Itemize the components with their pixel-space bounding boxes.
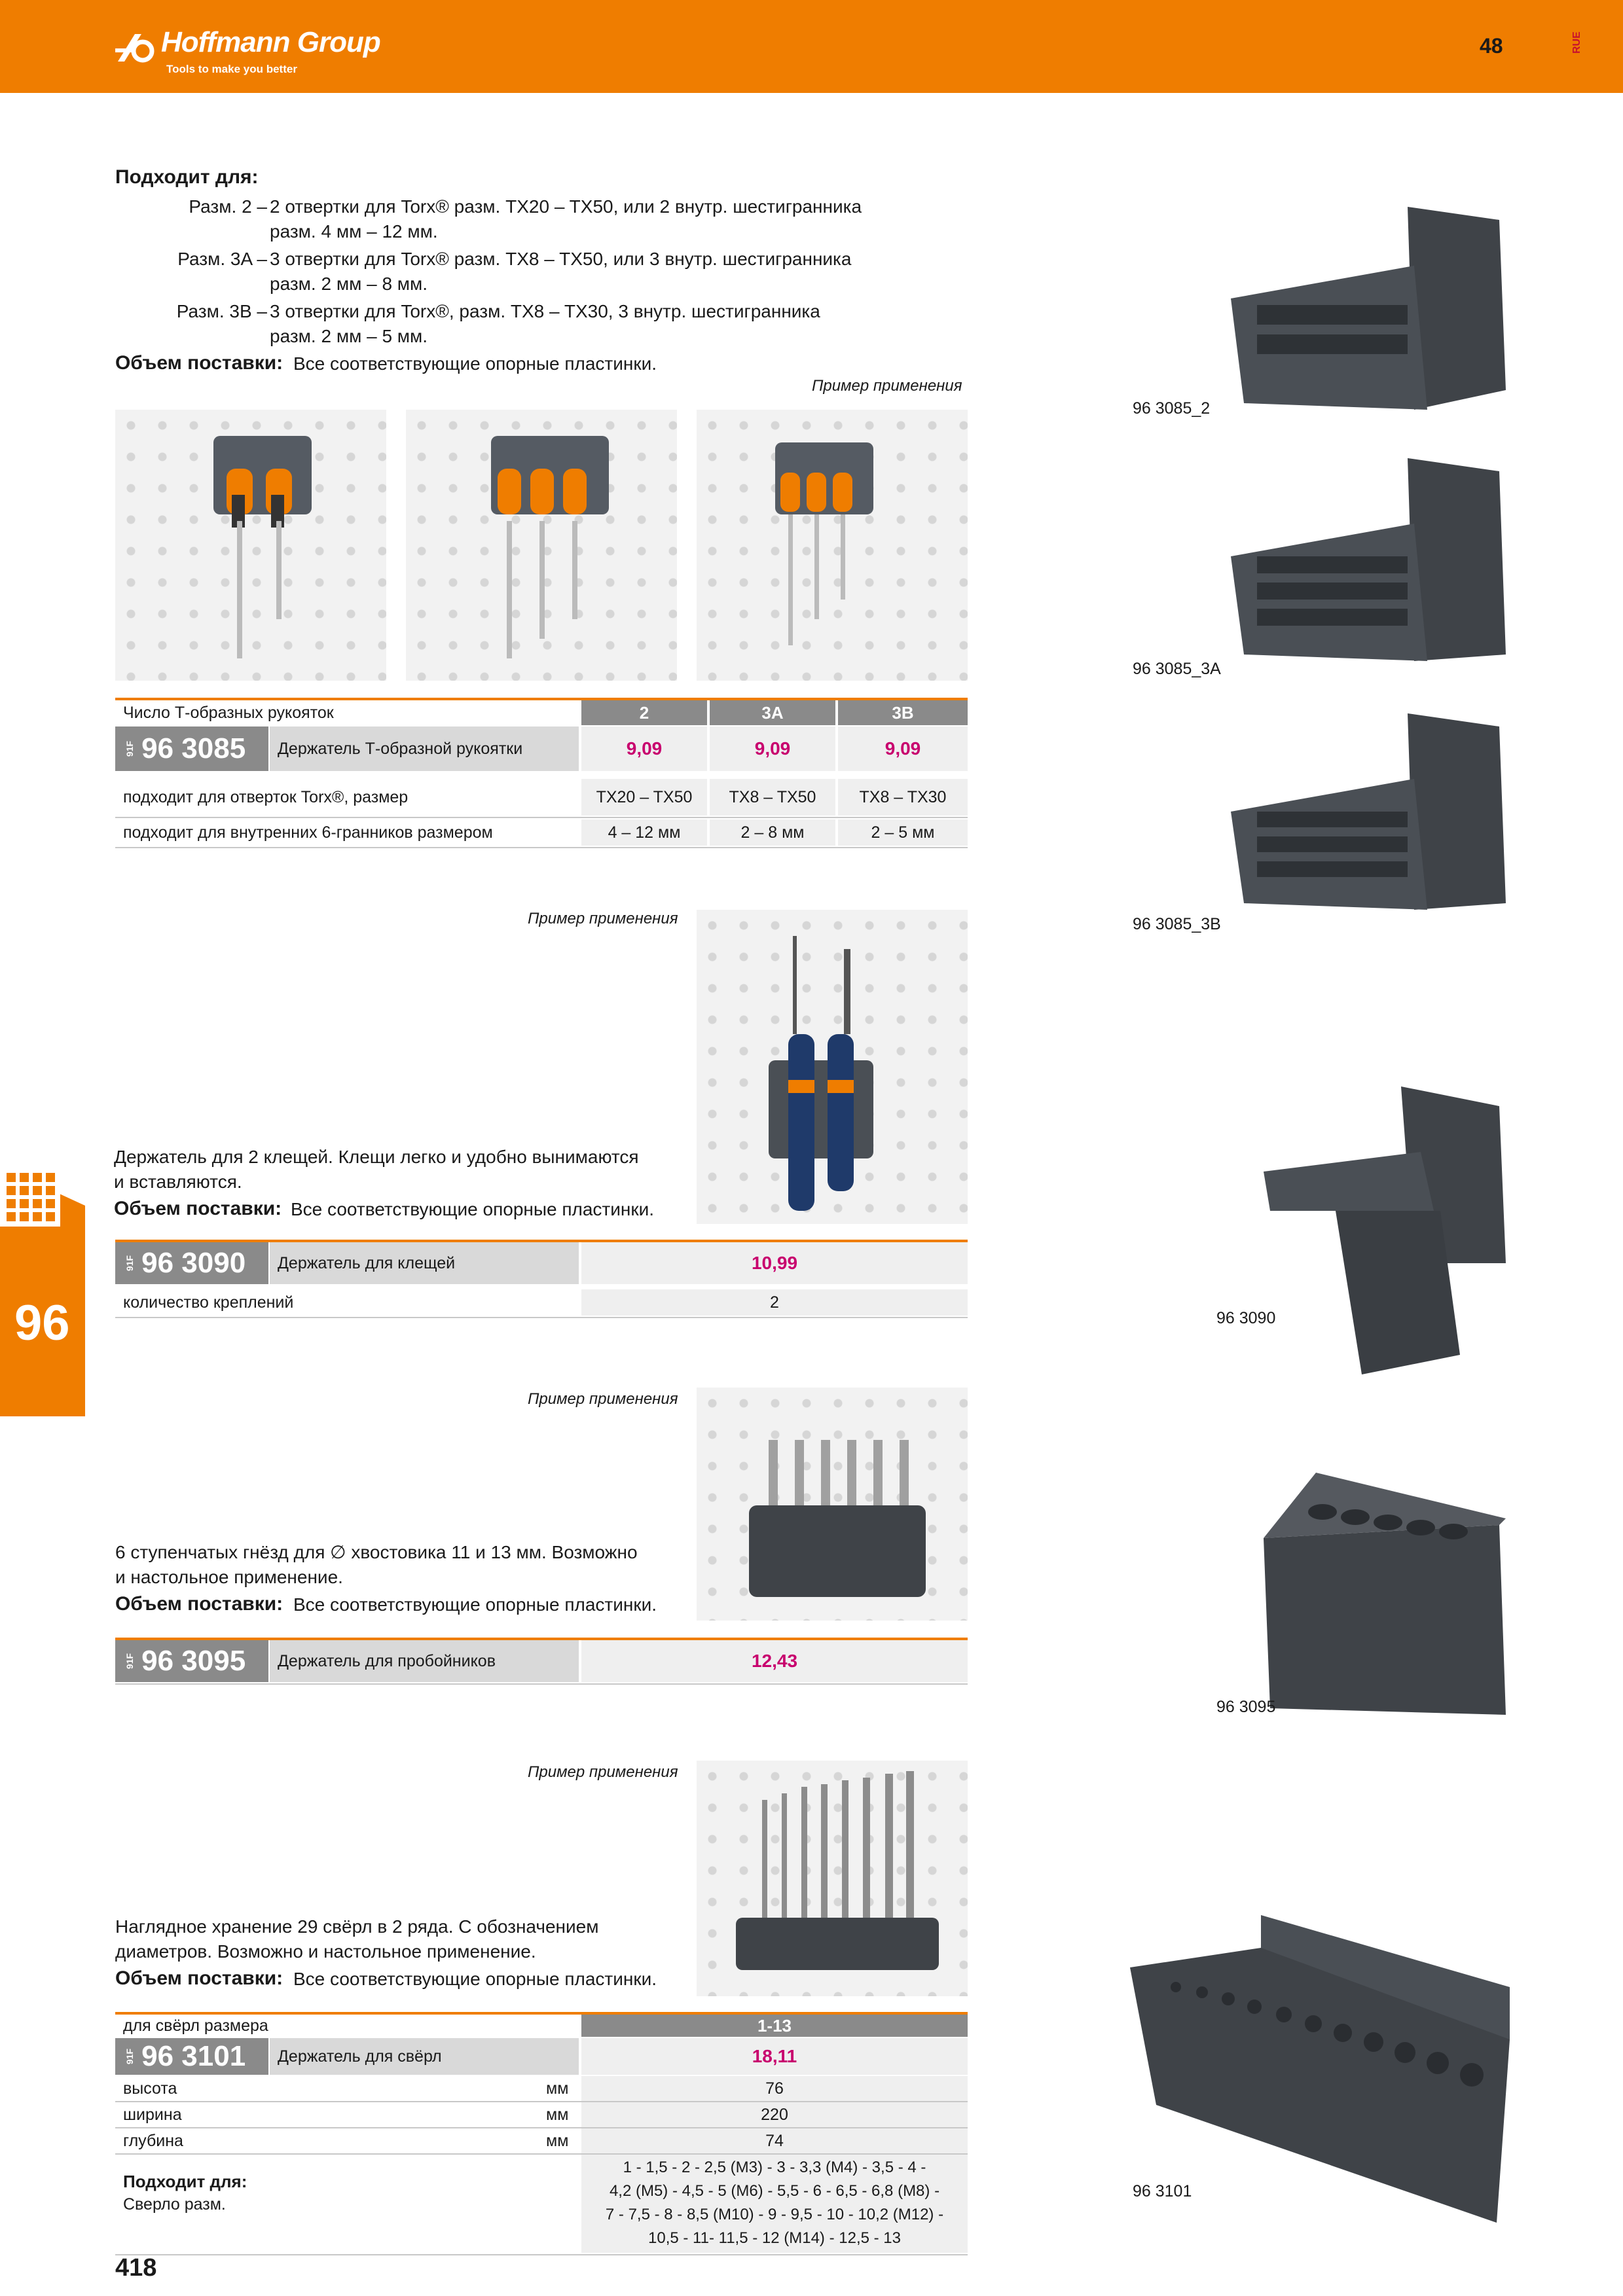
article-number-963090 bbox=[115, 1242, 268, 1284]
dim-height-unit: мм bbox=[546, 2079, 569, 2098]
punch-holder-illustration bbox=[697, 1388, 968, 1621]
drill-size-header-value: 1-13 bbox=[581, 2015, 968, 2037]
punches-description-line2: и настольное применение. bbox=[115, 1567, 343, 1587]
dim-height-value: 76 bbox=[581, 2076, 968, 2101]
size-text-3b-line1: 3 отвертки для Torx®, разм. TX8 – TX30, 3 внутр. шестигранника bbox=[270, 301, 820, 321]
example-caption-drills: Пример применения bbox=[528, 1763, 678, 1781]
t-handle-holder-3b-illustration bbox=[697, 410, 968, 681]
row-separator bbox=[115, 1683, 968, 1685]
table-header-label: Число Т-образных рукояток bbox=[123, 703, 334, 722]
row-hex-label: подходит для внутренних 6-гранников размером bbox=[123, 823, 493, 842]
product-caption-963085-3a bbox=[1133, 660, 1221, 679]
table-col-3b: 3B bbox=[838, 700, 968, 725]
pliers-description-line1: Держатель для 2 клещей. Клещи легко и удобно вынимаются bbox=[114, 1147, 639, 1167]
drills-supply-text: Все соответствующие опорные пластинки. bbox=[293, 1969, 657, 1989]
product-caption-963085-2 bbox=[1133, 399, 1210, 418]
size-label-3b: Разм. 3B – bbox=[176, 301, 267, 321]
drill-sizes-line2: 4,2 (M5) - 4,5 - 5 (M6) - 5,5 - 6 - 6,5 - 6,8 (M8) - bbox=[609, 2182, 940, 2200]
mounts-value: 2 bbox=[581, 1289, 968, 1316]
table-col-2: 2 bbox=[581, 700, 707, 725]
drill-fits-label: Подходит для: bbox=[123, 2172, 247, 2191]
dim-width-unit: мм bbox=[546, 2105, 569, 2124]
dim-width-value: 220 bbox=[581, 2102, 968, 2127]
drill-sizes-line1: 1 - 1,5 - 2 - 2,5 (M3) - 3 - 3,3 (M4) - 3,5 - 4 - bbox=[623, 2159, 926, 2176]
row-torx-size-2: TX20 – TX50 bbox=[581, 779, 707, 816]
size-text-2-line1: 2 отвертки для Torx® разм. TX20 – TX50, или 2 внутр. шестигранника bbox=[270, 196, 862, 217]
row-hex-size-3a: 2 – 8 мм bbox=[710, 819, 835, 846]
drill-sizes-line3: 7 - 7,5 - 8 - 8,5 (M10) - 9 - 9,5 - 10 - 10,2 (M12) - bbox=[605, 2206, 944, 2223]
row-hex-size-2: 4 – 12 мм bbox=[581, 819, 707, 846]
drills-supply-label: Объем поставки: bbox=[115, 1967, 283, 1989]
language-code: RUE bbox=[1571, 31, 1582, 54]
dim-width-label: ширина bbox=[123, 2105, 182, 2124]
product-image-963085-3b bbox=[1231, 707, 1512, 916]
size-text-3b-line2: разм. 2 мм – 5 мм. bbox=[270, 326, 428, 346]
dim-depth-unit: мм bbox=[546, 2131, 569, 2150]
price-group: 91F bbox=[124, 2048, 136, 2065]
chapter-tab bbox=[0, 1166, 85, 1416]
row-separator bbox=[115, 1317, 968, 1318]
size-text-2-line2: разм. 4 мм – 12 мм. bbox=[270, 221, 438, 242]
holder-3b-product-illustration bbox=[1231, 707, 1512, 916]
article-number-963095 bbox=[115, 1640, 268, 1682]
product-caption-963101 bbox=[1133, 2182, 1192, 2201]
application-photo-pliers bbox=[697, 910, 968, 1224]
application-photo-drills bbox=[697, 1761, 968, 1996]
article-name: Держатель для свёрл bbox=[270, 2038, 579, 2075]
row-separator bbox=[115, 2254, 968, 2255]
product-caption-963095 bbox=[1216, 1698, 1275, 1717]
fits-heading: Подходит для: bbox=[115, 166, 259, 188]
caption-text: 96 3085_3A bbox=[1133, 660, 1221, 678]
application-photo-punches bbox=[697, 1388, 968, 1621]
article-number-963101 bbox=[115, 2038, 268, 2075]
pliers-supply-text: Все соответствующие опорные пластинки. bbox=[291, 1199, 655, 1219]
row-torx-label: подходит для отверток Torx®, размер bbox=[123, 787, 409, 806]
row-hex-size-3b: 2 – 5 мм bbox=[838, 819, 968, 846]
holder-3a-product-illustration bbox=[1231, 452, 1512, 668]
pliers-description-line2: и вставляются. bbox=[114, 1172, 242, 1192]
drill-holder-illustration bbox=[697, 1761, 968, 1996]
article-number-text: 96 3095 bbox=[141, 1645, 246, 1677]
drill-sizes-cell bbox=[581, 2155, 968, 2253]
caption-text: 96 3090 bbox=[1216, 1309, 1276, 1327]
punches-supply-label: Объем поставки: bbox=[115, 1593, 283, 1615]
product-caption-963085-3b bbox=[1133, 915, 1221, 934]
caption-text: 96 3085_2 bbox=[1133, 399, 1211, 418]
pliers-holder-illustration bbox=[697, 910, 968, 1224]
drills-description-line2: диаметров. Возможно и настольное применение. bbox=[115, 1941, 536, 1962]
row-torx-size-3a: TX8 – TX50 bbox=[710, 779, 835, 816]
price-size-2: 9,09 bbox=[581, 726, 707, 771]
row-torx-size-3b: TX8 – TX30 bbox=[838, 779, 968, 816]
price: 10,99 bbox=[581, 1242, 968, 1284]
row-separator bbox=[115, 817, 968, 818]
caption-text: 96 3085_3B bbox=[1133, 915, 1221, 933]
punches-supply-text: Все соответствующие опорные пластинки. bbox=[293, 1594, 657, 1615]
article-name: Держатель для пробойников bbox=[270, 1640, 579, 1682]
application-photo-size-3a bbox=[406, 410, 677, 681]
price-size-3a: 9,09 bbox=[710, 726, 835, 771]
example-caption: Пример применения bbox=[812, 377, 962, 395]
chapter-number: 96 bbox=[14, 1295, 70, 1351]
size-text-3a-line2: разм. 2 мм – 8 мм. bbox=[270, 274, 428, 294]
drill-size-header-label: для свёрл размера bbox=[123, 2016, 268, 2035]
row-separator bbox=[115, 847, 968, 848]
application-photo-size-2 bbox=[115, 410, 386, 681]
grid-icon bbox=[0, 1166, 60, 1227]
dim-height-label: высота bbox=[123, 2079, 177, 2098]
article-number-text: 96 3101 bbox=[141, 2040, 246, 2072]
section-page-number: 48 bbox=[1480, 34, 1503, 58]
caption-text: 96 3101 bbox=[1133, 2182, 1192, 2200]
dim-depth-value: 74 bbox=[581, 2128, 968, 2153]
article-number-text: 96 3085 bbox=[141, 732, 246, 764]
article-name: Держатель Т-образной рукоятки bbox=[270, 726, 579, 771]
supply-label: Объем поставки: bbox=[115, 352, 283, 374]
supply-text: Все соответствующие опорные пластинки. bbox=[293, 353, 657, 374]
example-caption-pliers: Пример применения bbox=[528, 910, 678, 927]
table-col-3a: 3A bbox=[710, 700, 835, 725]
drills-description-line1: Наглядное хранение 29 свёрл в 2 ряда. С обозначением bbox=[115, 1916, 599, 1937]
mounts-label: количество креплений bbox=[123, 1293, 294, 1312]
size-label-2: Разм. 2 – bbox=[189, 196, 267, 217]
drill-sizes-line4: 10,5 - 11- 11,5 - 12 (M14) - 12,5 - 13 bbox=[648, 2229, 901, 2247]
drill-fits-sub: Сверло разм. bbox=[123, 2195, 226, 2214]
product-image-963085-2 bbox=[1231, 194, 1512, 423]
article-name: Держатель для клещей bbox=[270, 1242, 579, 1284]
product-image-963090 bbox=[1264, 1080, 1512, 1381]
product-image-963095 bbox=[1264, 1466, 1512, 1728]
price-group: 91F bbox=[124, 740, 136, 757]
example-caption-punches: Пример применения bbox=[528, 1390, 678, 1408]
price-group: 91F bbox=[124, 1653, 136, 1670]
brand-logo bbox=[115, 24, 416, 82]
pliers-holder-product-illustration bbox=[1264, 1080, 1512, 1381]
caption-text: 96 3095 bbox=[1216, 1698, 1276, 1716]
product-image-963085-3a bbox=[1231, 452, 1512, 668]
price-group: 91F bbox=[124, 1255, 136, 1272]
dim-depth-label: глубина bbox=[123, 2131, 183, 2150]
t-handle-holder-3a-illustration bbox=[406, 410, 677, 681]
application-photo-size-3b bbox=[697, 410, 968, 681]
t-handle-holder-2-illustration bbox=[115, 410, 386, 681]
brand-tagline: Tools to make you better bbox=[166, 63, 297, 75]
price-size-3b: 9,09 bbox=[838, 726, 968, 771]
price: 12,43 bbox=[581, 1640, 968, 1682]
holder-2-product-illustration bbox=[1231, 194, 1512, 423]
punch-holder-product-illustration bbox=[1264, 1466, 1512, 1728]
pliers-supply-label: Объем поставки: bbox=[114, 1198, 282, 1219]
hoffmann-logo-icon bbox=[115, 29, 157, 65]
article-number-text: 96 3090 bbox=[141, 1247, 246, 1279]
page-number: 418 bbox=[115, 2254, 157, 2282]
size-label-3a: Разм. 3A – bbox=[177, 249, 267, 269]
punches-description-line1: 6 ступенчатых гнёзд для ∅ хвостовика 11 и 13 мм. Возможно bbox=[115, 1542, 638, 1562]
brand-name: Hoffmann Group bbox=[161, 26, 380, 58]
size-text-3a-line1: 3 отвертки для Torx® разм. TX8 – TX50, или 3 внутр. шестигранника bbox=[270, 249, 852, 269]
article-number-963085 bbox=[115, 726, 268, 771]
product-caption-963090 bbox=[1216, 1309, 1275, 1328]
price: 18,11 bbox=[581, 2038, 968, 2075]
